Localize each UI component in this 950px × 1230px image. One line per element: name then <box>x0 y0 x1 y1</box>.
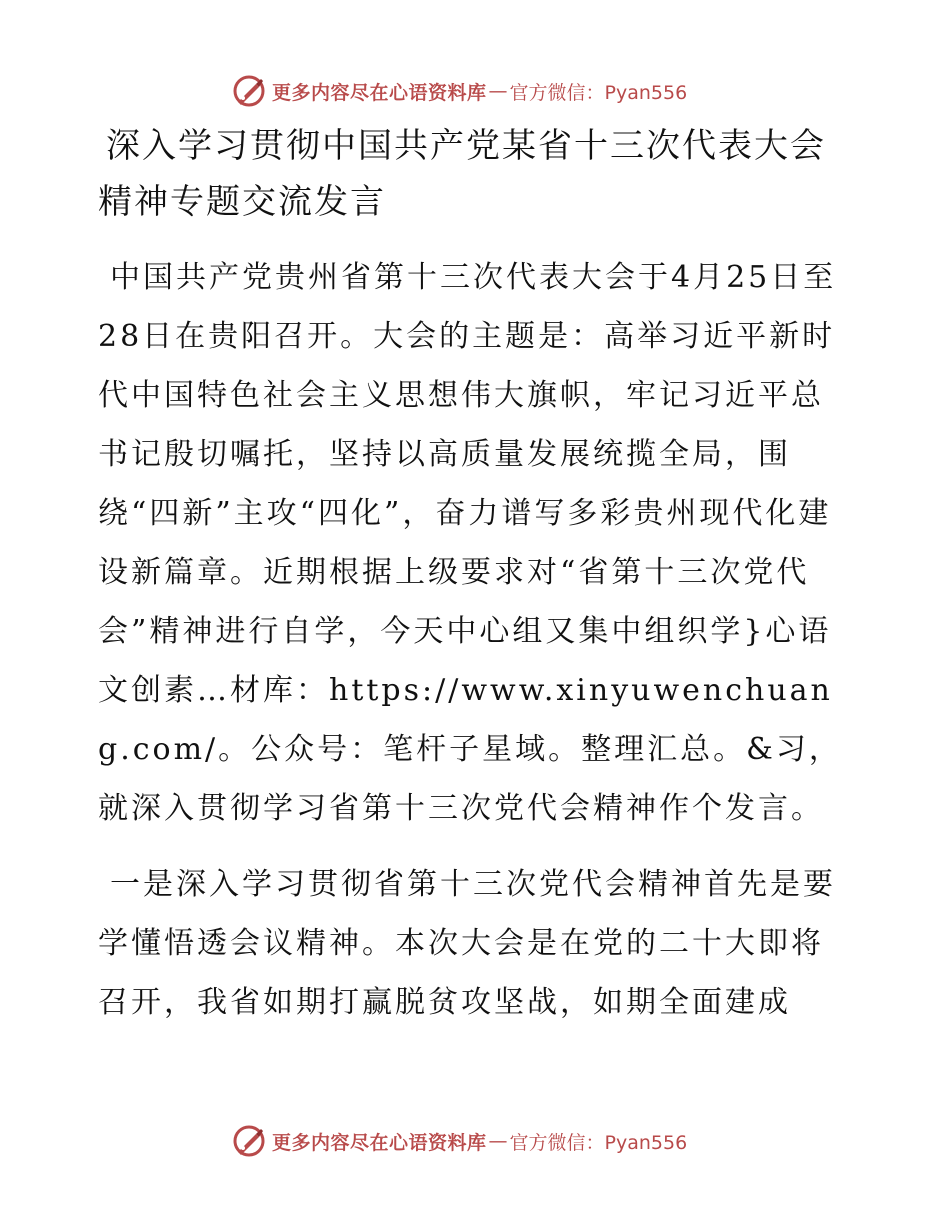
watermark-text: 更多内容尽在心语资料库 <box>272 81 487 104</box>
watermark-wechat: 官方微信：Pyan556 <box>509 1131 688 1154</box>
document-body <box>98 118 850 1032</box>
document-title: 深入学习贯彻中国共产党某省十三次代表大会精神专题交流发言 <box>98 126 826 222</box>
header-watermark <box>232 74 687 108</box>
watermark-dash: — <box>488 80 508 102</box>
footer-watermark <box>232 1124 687 1158</box>
paragraph-1: 中国共产党贵州省第十三次代表大会于4月25日至28日在贵阳召开。大会的主题是：高举习近平新时代中国特色社会主义思想伟大旗帜，牢记习近平总书记殷切嘱托，坚持以高质量发展统揽全局，围绕“四新”主攻“四化”，奋力谱写多彩贵州现代化建设新篇章。近期根据上级要求对“省第十三次党代会”精神进行自学，今天中心组又集中组织学}心语文创素…材库：https://www.xinyuwenchuang.com/。公众号：笔杆子星域。整理汇总。&习，就深入贯彻学习省第十三次党代会精神作个发言。 <box>98 260 842 826</box>
watermark-text: 更多内容尽在心语资料库 <box>272 1131 487 1154</box>
watermark-wechat: 官方微信：Pyan556 <box>509 81 688 104</box>
paragraph-2: 一是深入学习贯彻省第十三次党代会精神首先是要学懂悟透会议精神。本次大会是在党的二十大即将召开，我省如期打赢脱贫攻坚战，如期全面建成 <box>98 867 836 1020</box>
pen-logo-icon <box>232 1124 266 1158</box>
pen-logo-icon <box>232 74 266 108</box>
watermark-dash: — <box>488 1130 508 1152</box>
